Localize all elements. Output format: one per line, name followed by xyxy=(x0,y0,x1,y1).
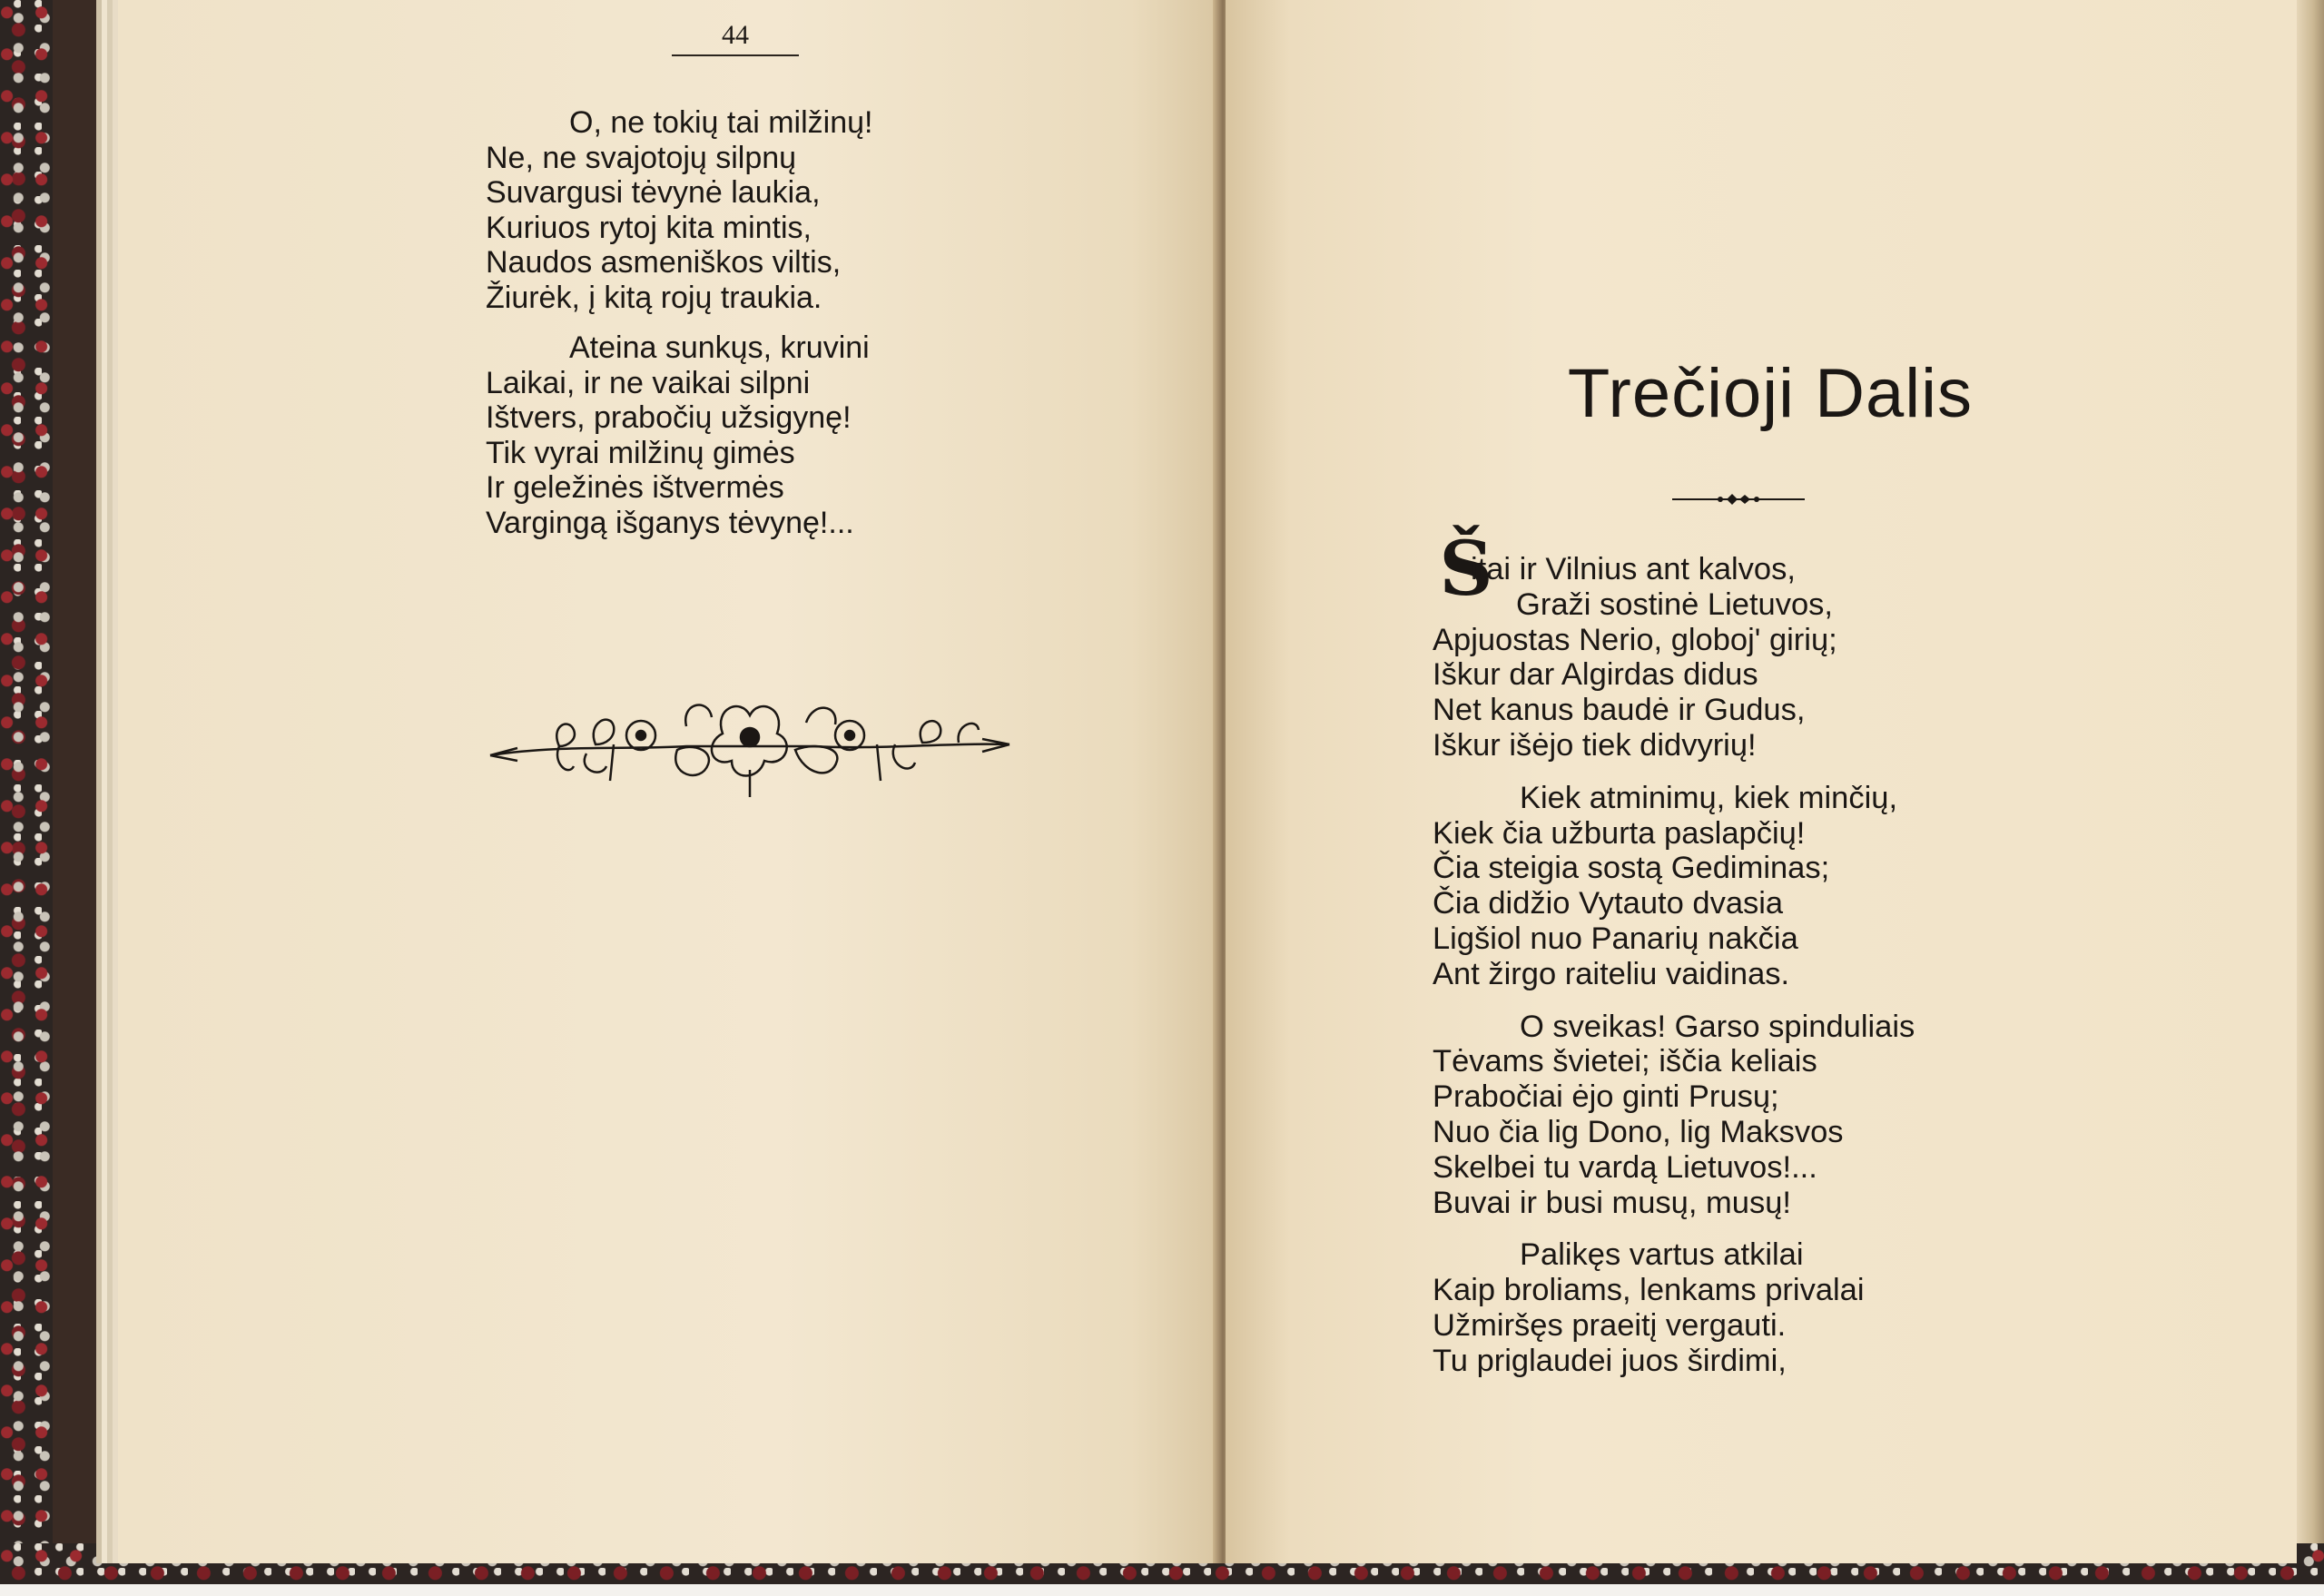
poem-line: Suvargusi tėvynė laukia, xyxy=(486,175,821,210)
poem-line: Kuriuos rytoj kita mintis, xyxy=(486,210,812,245)
left-poem xyxy=(486,105,872,556)
page-number: 44 xyxy=(722,20,749,50)
scan-border xyxy=(0,1584,2324,1596)
floral-vignette-icon xyxy=(487,690,1013,799)
poem-line: Čia didžio Vytauto dvasia xyxy=(1433,886,1784,921)
poem-line: Ateina sunkųs, kruvini xyxy=(569,330,870,365)
page-number-rule xyxy=(672,54,799,56)
poem-line: Nuo čia lig Dono, lig Maksvos xyxy=(1433,1114,1844,1149)
poem-line: Kiek čia užburta paslapčių! xyxy=(1433,815,1806,851)
stanza xyxy=(1433,1237,1915,1378)
poem-line: O sveikas! Garso spinduliais xyxy=(1520,1009,1915,1044)
poem-line: Net kanus baudė ir Gudus, xyxy=(1433,693,1806,728)
poem-line: Ištvers, prabočių užsigynę! xyxy=(486,400,852,435)
drop-cap: Š xyxy=(1439,526,1493,613)
poem-line: Iškur išėjo tiek didvyrių! xyxy=(1433,727,1757,763)
page-edge-right xyxy=(2297,0,2324,1543)
stanza xyxy=(1433,1010,1915,1221)
poem-line: Kaip broliams, lenkams privalai xyxy=(1433,1273,1865,1308)
poem-line: Kiek atminimų, kiek minčių, xyxy=(1520,780,1898,815)
poem-line: Užmiršęs praeitį vergauti. xyxy=(1433,1307,1787,1343)
poem-line: O, ne tokių tai milžinų! xyxy=(569,105,873,140)
stanza xyxy=(486,330,872,540)
poem-line: Tu priglaudei juos širdimi, xyxy=(1433,1343,1787,1378)
poem-line: Ir geležinės ištvermės xyxy=(486,470,784,505)
show-through-text xyxy=(545,581,552,612)
poem-line: itai ir Vilnius ant kalvos, xyxy=(1471,552,1796,586)
stanza xyxy=(1433,552,1915,764)
poem-line: Tėvams švietei; iščia keliais xyxy=(1433,1044,1817,1079)
poem-line: Ligšiol nuo Panarių nakčia xyxy=(1433,921,1798,956)
poem-line: Žiurėk, į kitą rojų traukia. xyxy=(486,280,822,315)
poem-line: Graži sostinė Lietuvos, xyxy=(1516,586,1833,622)
poem-line: Prabočiai ėjo ginti Prusų; xyxy=(1433,1079,1779,1115)
poem-line: Apjuostas Nerio, globoj' girių; xyxy=(1433,622,1837,657)
marbled-cover-left xyxy=(0,0,53,1596)
poem-line: Buvai ir busi musų, musų! xyxy=(1433,1185,1791,1220)
section-title: Trečioji Dalis xyxy=(1567,355,1974,432)
poem-line: Palikęs vartus atkilai xyxy=(1520,1237,1804,1273)
poem-line: Vargingą išganys tėvynę!... xyxy=(486,505,854,540)
poem-line: Laikai, ir ne vaikai silpni xyxy=(486,365,811,400)
poem-line: Iškur dar Algirdas didus xyxy=(1433,657,1758,693)
poem-line: Skelbei tu vardą Lietuvos!... xyxy=(1433,1149,1817,1185)
diamond-divider-icon xyxy=(1672,490,1805,508)
right-poem xyxy=(1433,552,1915,1396)
stanza xyxy=(1433,781,1915,992)
poem-line: Tik vyrai milžinų gimės xyxy=(486,435,795,470)
stanza xyxy=(486,105,872,315)
poem-line: Čia steigia sostą Gediminas; xyxy=(1433,851,1830,886)
poem-line: Naudos asmeniškos viltis, xyxy=(486,245,842,280)
poem-line: Ant žirgo raiteliu vaidinas. xyxy=(1433,956,1790,991)
poem-line: Ne, ne svajotojų silpnų xyxy=(486,140,797,175)
